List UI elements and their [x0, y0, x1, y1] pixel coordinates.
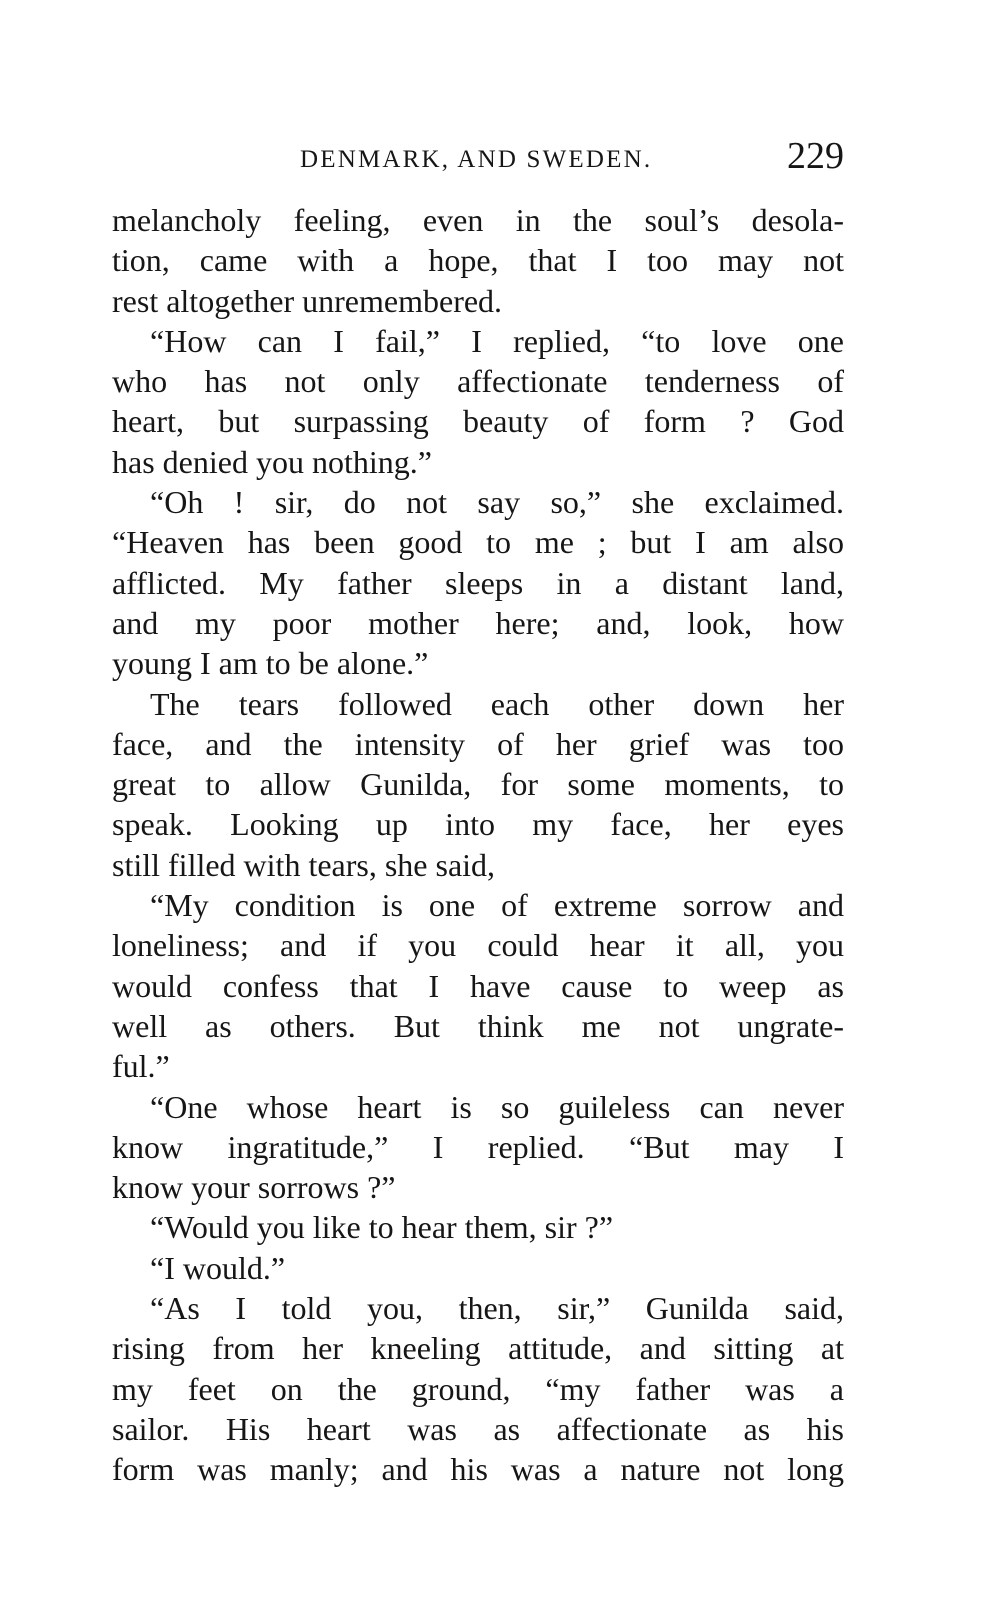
text-line: “My condition is one of extreme sorrow and — [150, 887, 844, 924]
text-line: sailor. His heart was as affectionate as his — [112, 1410, 844, 1447]
text-line: well as others. But think me not ungrate- — [112, 1007, 844, 1044]
page-number: 229 — [787, 135, 844, 177]
text-line: great to allow Gunilda, for some moments, to — [112, 766, 844, 803]
text-line: would confess that I have cause to weep as — [112, 967, 844, 1004]
text-line: speak. Looking up into my face, her eyes — [112, 806, 844, 843]
running-head — [112, 132, 844, 182]
text-body — [112, 200, 844, 1490]
text-line: know ingratitude,” I replied. “But may I — [112, 1128, 844, 1165]
text-line: afflicted. My father sleeps in a distant land, — [112, 564, 844, 601]
text-line: ful.” — [112, 1048, 170, 1085]
text-line: “One whose heart is so guileless can never — [150, 1088, 844, 1125]
text-line: “How can I fail,” I replied, “to love one — [150, 322, 844, 359]
text-line: and my poor mother here; and, look, how — [112, 604, 844, 641]
text-line: loneliness; and if you could hear it all, you — [112, 927, 844, 964]
text-line: still filled with tears, she said, — [112, 846, 496, 883]
text-line: tion, came with a hope, that I too may not — [112, 242, 844, 279]
text-line: “Would you like to hear them, sir ?” — [150, 1209, 614, 1246]
text-line: my feet on the ground, “my father was a — [112, 1370, 844, 1407]
running-title: DENMARK, AND SWEDEN. — [300, 146, 653, 173]
text-line: rest altogether unremembered. — [112, 282, 503, 319]
text-line: form was manly; and his was a nature not long — [112, 1451, 844, 1488]
text-line: rising from her kneeling attitude, and sitting at — [112, 1330, 844, 1367]
text-line: who has not only affectionate tenderness of — [112, 363, 844, 400]
text-line: The tears followed each other down her — [150, 685, 844, 722]
text-line: melancholy feeling, even in the soul’s desola- — [112, 202, 844, 238]
text-line: face, and the intensity of her grief was too — [112, 725, 844, 762]
text-line: “Heaven has been good to me ; but I am also — [112, 524, 844, 561]
text-line: has denied you nothing.” — [112, 443, 432, 480]
text-line: “I would.” — [150, 1249, 286, 1286]
text-line: “Oh ! sir, do not say so,” she exclaimed. — [150, 484, 844, 521]
text-line: young I am to be alone.” — [112, 645, 429, 682]
text-line: “As I told you, then, sir,” Gunilda said, — [150, 1290, 844, 1327]
text-line: know your sorrows ?” — [112, 1169, 396, 1206]
text-line: heart, but surpassing beauty of form ? God — [112, 403, 844, 440]
